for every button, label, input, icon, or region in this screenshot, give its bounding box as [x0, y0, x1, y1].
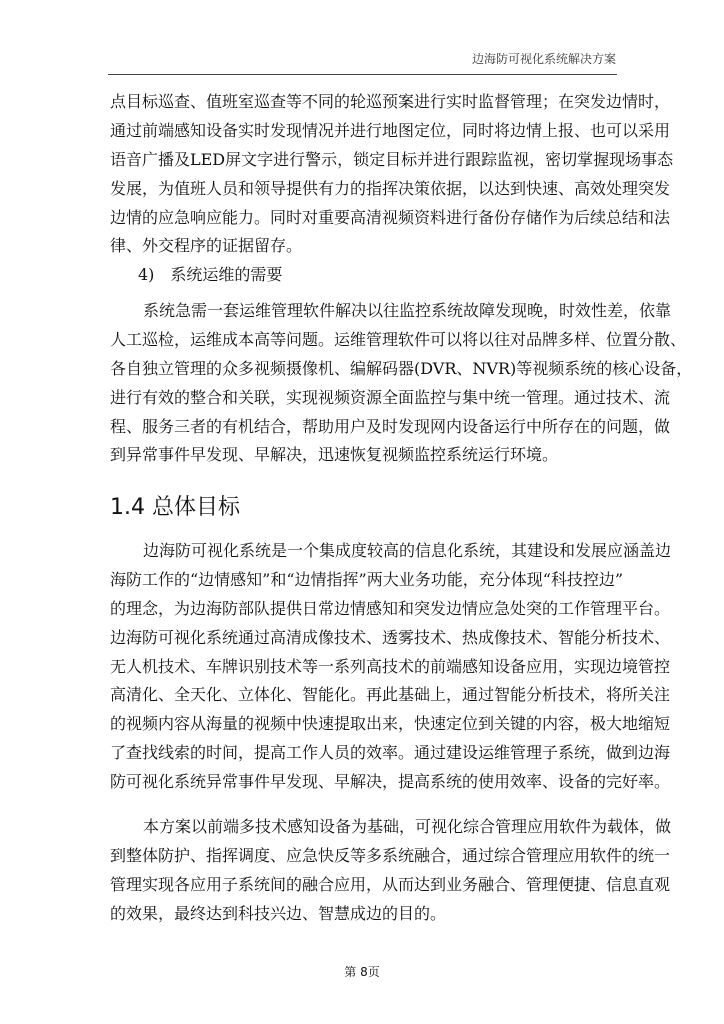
- paragraph-3: [110, 537, 672, 797]
- paragraph-4: [110, 813, 672, 929]
- text-line: 律、外交程序的证据留存。: [110, 236, 303, 256]
- text-line: 边情的应急响应能力。同时对重要高清视频资料进行备份存储作为后续总结和法: [110, 207, 671, 227]
- text-line: 语音广播及LED屏文字进行警示，锁定目标并进行跟踪监视，密切掌握现场事态: [110, 149, 674, 169]
- text-line: 边海防可视化系统通过高清成像技术、透雾技术、热成像技术、智能分析技术、: [110, 627, 671, 647]
- text-line: 本方案以前端多技术感知设备为基础，可视化综合管理应用软件为载体，做: [143, 817, 672, 836]
- text-line: 发展，为值班人员和领导提供有力的指挥决策依据，以达到快速、高效处理突发: [110, 178, 671, 198]
- text-line: 的理念，为边海防部队提供日常边情感知和突发边情应急处突的工作管理平台。: [110, 598, 671, 618]
- text-line: 无人机技术、车牌识别技术等一系列高技术的前端感知设备应用，实现边境管控: [110, 656, 671, 676]
- page-number: 第 8页: [344, 965, 380, 979]
- text-line: 防可视化系统异常事件早发现、早解决，提高系统的使用效率、设备的完好率。: [110, 772, 671, 792]
- paragraph-1: [110, 88, 674, 290]
- text-line: 高清化、全天化、立体化、智能化。再此基础上，通过智能分析技术，将所关注: [110, 685, 671, 705]
- text-line: 进行有效的整合和关联，实现视频资源全面监控与集中统一管理。通过技术、流: [110, 387, 671, 407]
- text-line: 人工巡检，运维成本高等问题。运维管理软件可以将以往对品牌多样、位置分散、: [110, 329, 687, 349]
- header-rule: [108, 74, 617, 75]
- section-heading: 1.4 总体目标: [110, 495, 240, 520]
- text-line: 通过前端感知设备实时发现情况并进行地图定位，同时将边情上报、也可以采用: [110, 120, 671, 140]
- text-line: 点目标巡查、值班室巡查等不同的轮巡预案进行实时监督管理；在突发边情时，: [110, 92, 671, 111]
- text-line: 海防工作的“边情感知”和“边情指挥”两大业务功能，充分体现“科技控边”: [110, 569, 624, 589]
- running-header: 边海防可视化系统解决方案: [471, 52, 616, 66]
- text-line: 边海防可视化系统是一个集成度较高的信息化系统，其建设和发展应涵盖边: [143, 541, 672, 560]
- text-line: 到整体防护、指挥调度、应急快反等多系统融合，通过综合管理应用软件的统一: [110, 845, 671, 865]
- list-item-4: 4) 系统运维的需要: [138, 265, 283, 285]
- paragraph-2: [110, 297, 693, 470]
- text-line: 到异常事件早发现、早解决，迅速恢复视频监控系统运行环境。: [110, 445, 559, 465]
- text-line: 程、服务三者的有机结合，帮助用户及时发现网内设备运行中所存在的问题，做: [110, 416, 671, 436]
- text-line: 系统急需一套运维管理软件解决以往监控系统故障发现晚，时效性差，依靠: [143, 301, 672, 320]
- text-line: 了查找线索的时间，提高工作人员的效率。通过建设运维管理子系统，做到边海: [110, 743, 671, 763]
- text-line: 各自独立管理的众多视频摄像机、编解码器(DVR、NVR)等视频系统的核心设备，: [110, 358, 693, 378]
- text-line: 的效果，最终达到科技兴边、智慧成边的目的。: [110, 903, 447, 923]
- text-line: 管理实现各应用子系统间的融合应用，从而达到业务融合、管理便捷、信息直观: [110, 874, 671, 894]
- text-line: 的视频内容从海量的视频中快速提取出来，快速定位到关键的内容，极大地缩短: [110, 714, 671, 734]
